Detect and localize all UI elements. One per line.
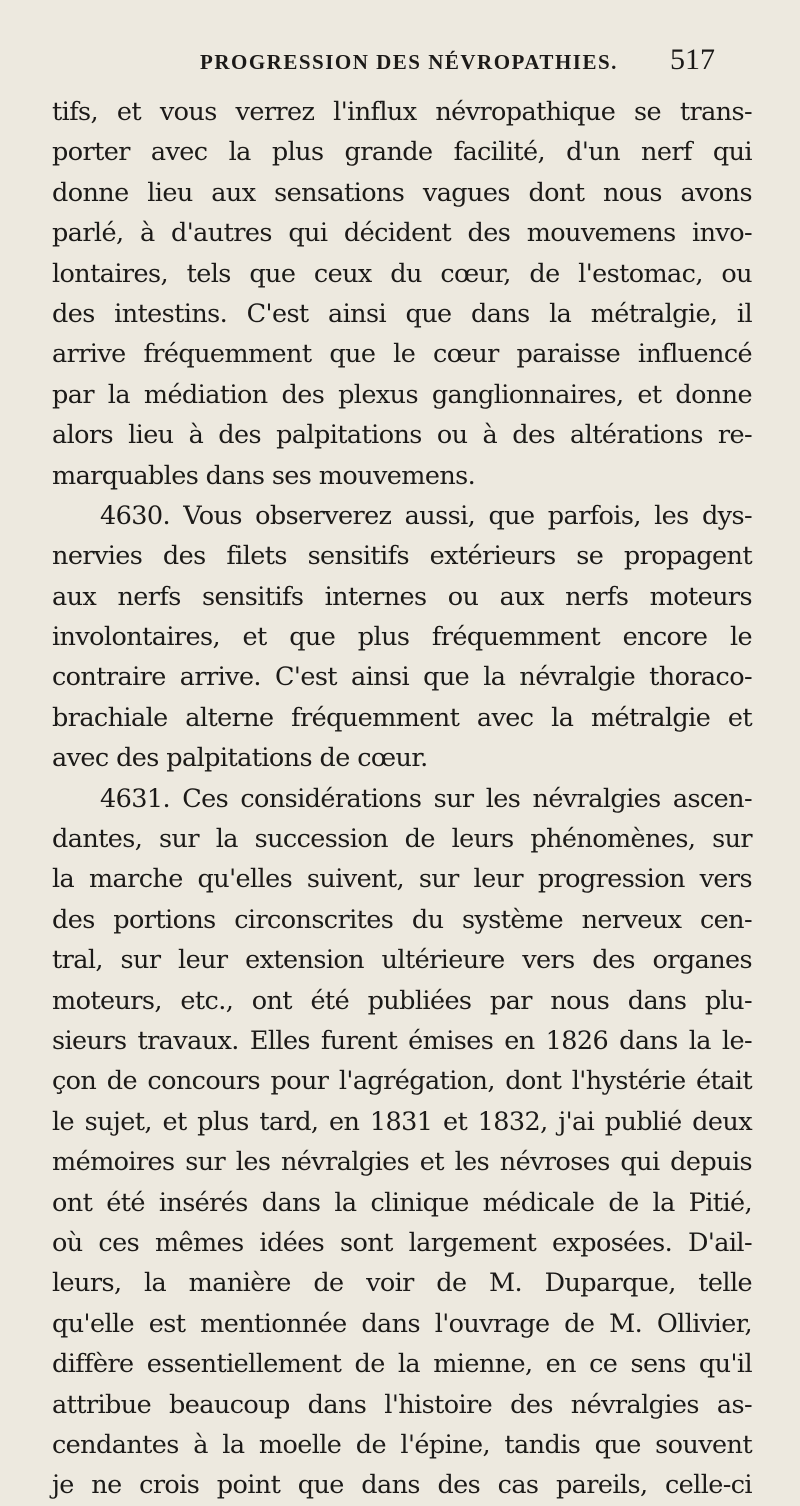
text-line: la marche qu'elles suivent, sur leur progression vers — [52, 864, 752, 895]
text-line: par la médiation des plexus ganglionnaires, et donne — [52, 379, 752, 410]
text-line: involontaires, et que plus fréquemment encore le — [52, 622, 752, 653]
page-number: 517 — [670, 43, 715, 76]
text-line: alors lieu à des palpitations ou à des altérations re- — [52, 420, 752, 451]
paragraph-start-4631: 4631. Ces considérations sur les névralgies ascen- — [100, 783, 752, 814]
text-line: çon de concours pour l'agrégation, dont l'hystérie était — [52, 1066, 752, 1097]
text-line: cendantes à la moelle de l'épine, tandis que souvent — [52, 1429, 752, 1460]
text-line: où ces mêmes idées sont largement exposées. D'ail- — [52, 1227, 752, 1258]
text-line: tral, sur leur extension ultérieure vers des organes — [52, 945, 752, 976]
text-line: tifs, et vous verrez l'influx névropathique se trans- — [52, 97, 752, 127]
text-line: mémoires sur les névralgies et les névroses qui depuis — [52, 1147, 752, 1178]
text-line: avec des palpitations de cœur. — [52, 743, 428, 774]
text-line: contraire arrive. C'est ainsi que la névralgie thoraco- — [52, 662, 752, 693]
text-line: moteurs, etc., ont été publiées par nous dans plu- — [52, 985, 752, 1016]
text-line: leurs, la manière de voir de M. Duparque, telle — [52, 1268, 752, 1299]
text-line: le sujet, et plus tard, en 1831 et 1832, j'ai publié deux — [52, 1106, 752, 1137]
text-line: qu'elle est mentionnée dans l'ouvrage de M. Ollivier, — [52, 1308, 752, 1339]
text-line: je ne crois point que dans des cas pareils, celle-ci — [52, 1470, 752, 1501]
text-line: brachiale alterne fréquemment avec la métralgie et — [52, 702, 752, 733]
text-line: des portions circonscrites du système nerveux cen- — [52, 904, 752, 935]
text-line: ont été insérés dans la clinique médicale de la Pitié, — [52, 1187, 752, 1218]
text-line: arrive fréquemment que le cœur paraisse influencé — [52, 339, 752, 370]
text-line: porter avec la plus grande facilité, d'un nerf qui — [52, 137, 752, 168]
text-line: marquables dans ses mouvemens. — [52, 460, 476, 491]
running-title: PROGRESSION DES NÉVROPATHIES. — [200, 50, 618, 74]
text-line: dantes, sur la succession de leurs phénomènes, sur — [52, 824, 752, 855]
text-line: lontaires, tels que ceux du cœur, de l'estomac, ou — [52, 258, 752, 289]
text-line: attribue beaucoup dans l'histoire des névralgies as- — [52, 1389, 752, 1420]
paragraph-start-4630: 4630. Vous observerez aussi, que parfois, les dys- — [100, 500, 752, 531]
body-text — [52, 92, 752, 1506]
text-line: aux nerfs sensitifs internes ou aux nerfs moteurs — [52, 581, 752, 612]
text-line: parlé, à d'autres qui décident des mouvemens invo- — [52, 218, 752, 249]
text-line: sieurs travaux. Elles furent émises en 1826 dans la le- — [52, 1025, 752, 1056]
text-line: nervies des filets sensitifs extérieurs se propagent — [52, 541, 752, 572]
text-line: diffère essentiellement de la mienne, en ce sens qu'il — [52, 1349, 752, 1380]
text-line: des intestins. C'est ainsi que dans la métralgie, il — [52, 298, 752, 329]
text-line: donne lieu aux sensations vagues dont nous avons — [52, 177, 752, 208]
